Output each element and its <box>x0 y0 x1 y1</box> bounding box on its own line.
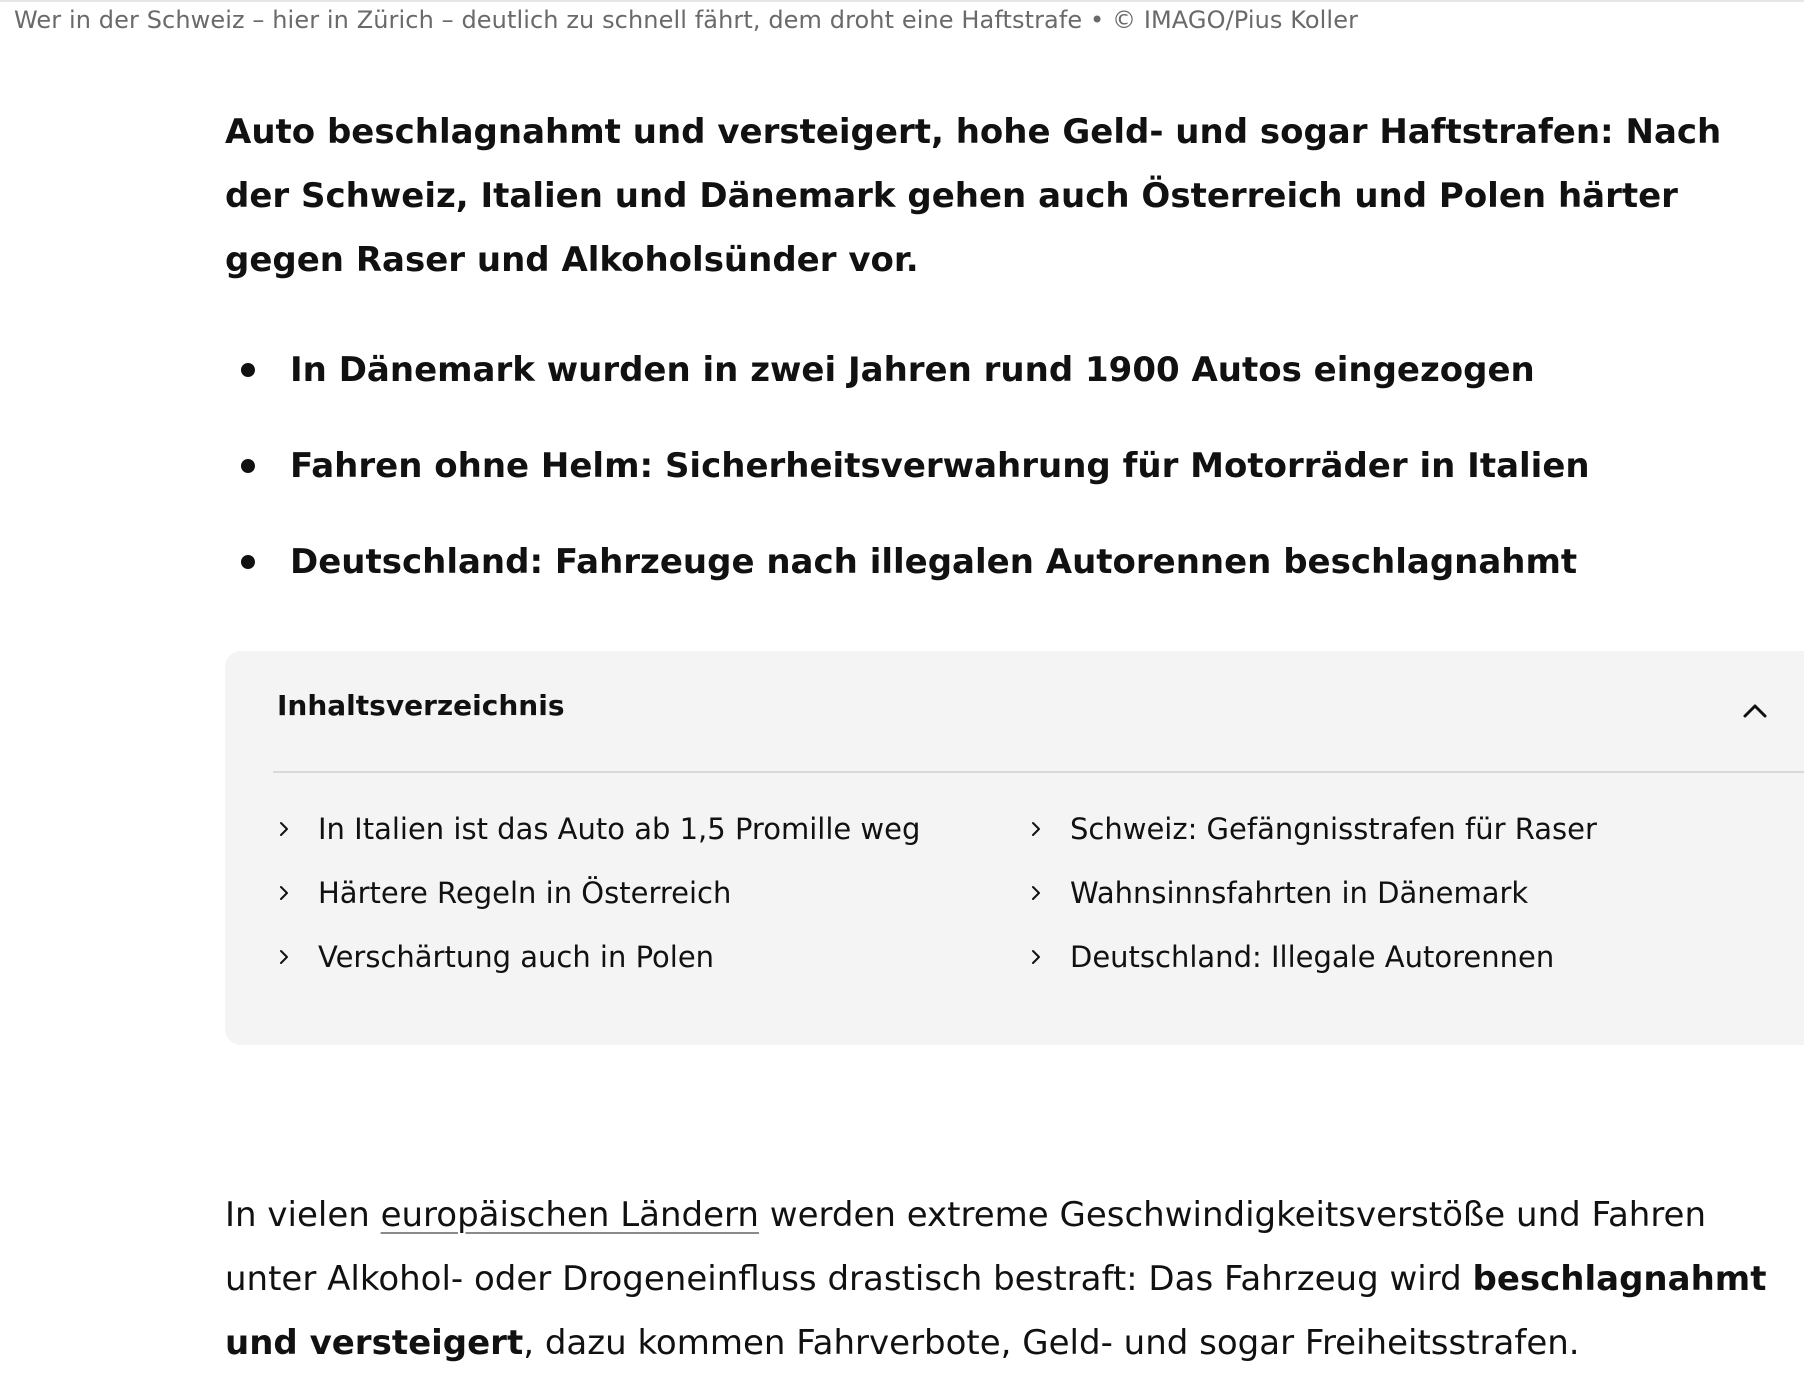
toc-item[interactable] <box>1027 873 1528 913</box>
chevron-right-icon <box>1027 884 1045 902</box>
chevron-right-icon <box>275 948 293 966</box>
bullet-dot <box>241 555 255 569</box>
highlights-list <box>225 348 1804 584</box>
toc-item[interactable] <box>275 873 731 913</box>
europe-link[interactable]: europäischen Ländern <box>380 1195 759 1235</box>
chevron-right-icon <box>275 820 293 838</box>
highlight-text: In Dänemark wurden in zwei Jahren rund 1900 Autos eingezogen <box>290 350 1535 390</box>
chevron-right-icon <box>275 884 293 902</box>
toc-header[interactable] <box>225 651 1804 771</box>
toc-item-label: Härtere Regeln in Österreich <box>318 876 732 910</box>
article-paragraph <box>225 1183 1785 1375</box>
bullet-dot <box>241 459 255 473</box>
highlight-item <box>225 348 1804 392</box>
top-border <box>0 0 1804 2</box>
chevron-up-icon[interactable] <box>1737 693 1773 729</box>
bullet-dot <box>241 363 255 377</box>
chevron-right-icon <box>1027 820 1045 838</box>
toc-item[interactable] <box>1027 937 1554 977</box>
toc-item[interactable] <box>275 809 920 849</box>
toc-item-label: In Italien ist das Auto ab 1,5 Promille weg <box>318 812 921 846</box>
toc-item-label: Wahnsinnsfahrten in Dänemark <box>1070 876 1529 910</box>
toc-item[interactable] <box>275 937 714 977</box>
article <box>225 100 1804 1363</box>
toc-item-label: Verschärtung auch in Polen <box>318 940 715 974</box>
toc-item-label: Schweiz: Gefängnisstrafen für Raser <box>1070 812 1597 846</box>
chevron-right-icon <box>1027 948 1045 966</box>
paragraph-text: In vielen <box>225 1195 381 1235</box>
paragraph-bold-text: beschlagnahmt und versteigert <box>225 1259 1767 1363</box>
table-of-contents <box>225 651 1804 1045</box>
paragraph-text: , dazu kommen Fahrverbote, Geld- und sogar Freiheitsstrafen. <box>523 1323 1580 1363</box>
toc-divider <box>273 771 1804 773</box>
highlight-item <box>225 444 1804 488</box>
toc-title: Inhaltsverzeichnis <box>277 689 565 722</box>
highlight-text: Fahren ohne Helm: Sicherheitsverwahrung für Motorräder in Italien <box>290 446 1590 486</box>
toc-item-label: Deutschland: Illegale Autorennen <box>1070 940 1555 974</box>
highlight-item <box>225 540 1804 584</box>
image-caption: Wer in der Schweiz – hier in Zürich – deutlich zu schnell fährt, dem droht eine Haftstrafe • © IMAGO/Pius Koller <box>14 6 1359 34</box>
toc-item[interactable] <box>1027 809 1597 849</box>
highlight-text: Deutschland: Fahrzeuge nach illegalen Autorennen beschlagnahmt <box>290 542 1578 582</box>
article-lead: Auto beschlagnahmt und versteigert, hohe Geld- und sogar Haftstrafen: Nach der Schweiz, Italien und Dänemark gehen auch Österreich und Polen härter gegen Raser und Alkoholsünder vor. <box>225 112 1722 280</box>
paragraph-text: werden extreme Geschwindigkeitsverstöße und Fahren unter Alkohol- oder Drogeneinfluss drastisch bestraft: Das Fahrzeug wird <box>225 1195 1707 1299</box>
